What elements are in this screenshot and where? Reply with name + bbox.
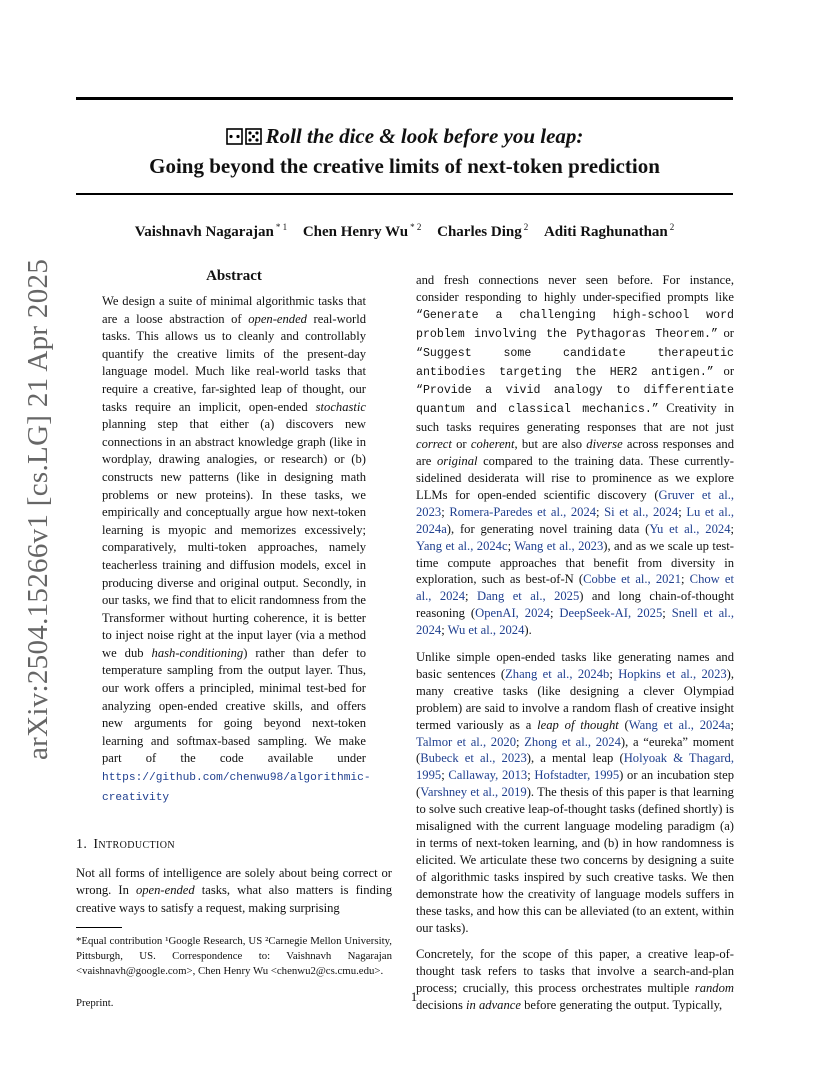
abstract-heading: Abstract — [206, 268, 262, 284]
citation-link[interactable]: Zhong et al., 2024 — [524, 734, 621, 749]
left-column — [76, 268, 392, 1009]
citation-link[interactable]: Dang et al., 2025 — [476, 589, 580, 604]
citation-link[interactable]: Gruver et al., 2023 — [416, 487, 735, 519]
paragraph-text: decisions — [416, 998, 467, 1013]
affiliation-footnote: *Equal contribution ¹Google Research, US ²Carnegie Mellon University, Pittsburgh, US. Correspondence to: Vaishnavh Nagarajan <vaishnavh@google.com>, Chen Henry Wu <chenwu2@cs.cmu.edu>. — [76, 934, 392, 977]
citation-link[interactable]: Romera-Paredes et al., 2024 — [449, 504, 597, 519]
abstract-body: We design a suite of minimal algorithmic tasks that are a loose abstraction of open-ended real-world tasks. This allows us to cleanly and controllably quantify the creative limits of the present-day language model. Much like real-world tasks that require a creative, far-sighted leap of thought, our tasks require an implicit, open-ended stochastic planning step that either (a) discovers new connections in an abstract knowledge graph (like in wordplay, drawing analogies, or research) or (b) constructs new patterns (like in designing math problems or new proteins). In these tasks, we empirically and conceptually argue how next-token learning is myopic and memorizes excessively; comparatively, multi-token approaches, namely teacherless training and diffusion models, excel in producing diverse and original output. Secondly, in our tasks, we find that to elicit randomness from the Transformer without hurting coherence, it is better to inject noise right at the input layer (via a method we dub hash-conditioning) rather than defer to temperature sampling from the output layer. Thus, our work offers a principled, minimal test-bed for analyzing open-ended creative skills, and offers new arguments for going beyond next-token learning and softmax-based sampling. We make part of the code available under https://github.com/chenwu98/algorithmic-creativity — [102, 294, 371, 804]
citation-link[interactable]: Wu et al., 2024 — [447, 623, 525, 638]
citation-link[interactable]: Hofstadter, 1995 — [534, 768, 620, 783]
citation-link[interactable]: Cobbe et al., 2021 — [583, 572, 682, 587]
citation-link[interactable]: Chow et al., 2024 — [416, 572, 734, 604]
paragraph-text: before generating the output. Typically, — [520, 998, 723, 1013]
citation-link[interactable]: Callaway, 2013 — [448, 768, 528, 783]
citation-link[interactable]: Snell et al., 2024 — [416, 606, 734, 638]
paragraph-text: Concretely, for the scope of this paper, a creative leap-of-thought task refers to tasks that involve a search-and-plan process; crucially, this process orchestrates multiple — [416, 947, 734, 996]
right-column — [416, 272, 734, 1024]
paragraph-text: ( — [618, 717, 629, 732]
paragraph-text: Creativity in such tasks requires generating responses that are not just — [416, 401, 734, 435]
emphasis: correct — [416, 437, 452, 452]
citation-link[interactable]: Holyoak & Thagard, 1995 — [416, 751, 735, 783]
citation-link[interactable]: Hopkins et al., 2023 — [618, 666, 727, 681]
paragraph-text: ). — [524, 623, 532, 638]
footnote-divider — [76, 927, 122, 928]
citation-link[interactable]: Zhang et al., 2024b — [505, 666, 610, 681]
paragraph-text: ; — [549, 606, 560, 621]
page-number: 1 — [410, 990, 418, 1004]
author: Charles Ding $^2$ — [437, 222, 529, 240]
emphasis: coherent — [470, 437, 515, 452]
example-prompt: “Generate a challenging high-school word problem involving the Pythagoras Theorem.” — [416, 308, 734, 341]
paragraph-text: Unlike simple open-ended tasks like generating names and basic sentences ( — [416, 650, 734, 681]
preprint-label: Preprint. — [76, 996, 114, 1009]
paragraph-text: , but are also — [514, 437, 587, 452]
paragraph-text: ; — [441, 504, 450, 519]
paragraph-text: ; — [465, 589, 477, 604]
citation-link[interactable]: Varshney et al., 2019 — [420, 785, 527, 800]
paragraph-text: ; — [596, 504, 605, 519]
section-heading-introduction: 1. Introduction — [76, 837, 175, 853]
paper-title — [76, 122, 733, 180]
paragraph-text: ; — [516, 734, 525, 749]
citation-link[interactable]: OpenAI, 2024 — [475, 606, 550, 621]
example-prompt: “Suggest some candidate therapeutic antibodies targeting the HER2 antigen.” — [416, 346, 734, 379]
paragraph-text: ), many creative tasks (like designing a clever Olympiad problem) are said to involve a random flash of creative insight termed variously as a — [416, 666, 735, 732]
citation-link[interactable]: Yu et al., 2024 — [649, 521, 731, 536]
emphasis: random — [694, 981, 734, 996]
citation-link[interactable]: Wang et al., 2024a — [628, 717, 731, 732]
emphasis: leap of thought — [537, 717, 619, 732]
citation-link[interactable]: DeepSeek-AI, 2025 — [559, 606, 663, 621]
author-list — [76, 222, 733, 241]
paragraph-text: ; — [609, 666, 619, 681]
author: Vaishnavh Nagarajan $^{* 1}$ — [134, 222, 288, 240]
intro-paragraph-continued — [416, 272, 734, 639]
introduction-paragraph: Not all forms of intelligence are solely about being correct or wrong. In open-ended tasks, what also matters is finding creative ways to satisfy a request, making surprising — [76, 866, 392, 915]
intro-paragraph-leap-of-thought — [416, 649, 734, 936]
paragraph-text: and fresh connections never seen before. For instance, consider responding to highly under-specified prompts like — [416, 273, 734, 304]
example-prompt: “Provide a vivid analogy to differentiate quantum and classical mechanics.” — [416, 384, 734, 417]
citation-link[interactable]: Yang et al., 2024c — [416, 538, 508, 553]
dice-icon — [226, 124, 264, 152]
author: Aditi Raghunathan $^2$ — [543, 222, 675, 240]
paragraph-text: compared to the training data. These currently-sidelined desiderata will rise to prominence as we explore LLMs for open-ended scientific discovery ( — [416, 454, 735, 502]
title-bottom-rule — [76, 193, 733, 195]
paragraph-text: or — [713, 363, 735, 378]
paragraph-text: ). The thesis of this paper is that learning to solve such creative leap-of-thought tasks (defined shortly) is misaligned with the current language modeling paradigm (a) in terms of next-token learning, and (b) in how randomness is elicited. We articulate these two concerns by designing a suite of algorithmic tasks inspired by such creative tasks. We then demonstrate how the creativity of language models suffers in these tasks, and how this can be alleviated (to an extent, within our tasks). — [416, 785, 734, 935]
emphasis: diverse — [586, 437, 623, 452]
paragraph-text: ; — [678, 504, 687, 519]
paragraph-text: ) or an incubation step ( — [416, 768, 734, 800]
citation-link[interactable]: Wang et al., 2023 — [514, 538, 604, 553]
paragraph-text: ; — [730, 521, 734, 536]
paragraph-text: ; — [527, 768, 535, 783]
paragraph-text: across responses and are — [416, 437, 734, 469]
code-repository-link[interactable]: https://github.com/chenwu98/algorithmic-creativity — [102, 772, 371, 804]
paragraph-text: ; — [730, 717, 735, 732]
arxiv-identifier-stamp[interactable]: arXiv:2504.15266v1 [cs.LG] 21 Apr 2025 — [22, 258, 54, 760]
paragraph-text: ), a mental leap ( — [526, 751, 624, 766]
paragraph-text: ; — [441, 623, 448, 638]
paragraph-text: or — [451, 437, 471, 452]
title-main: Roll the dice & look before you leap: — [265, 124, 584, 148]
citation-link[interactable]: Lu et al., 2024a — [416, 504, 735, 536]
paragraph-text: ; — [681, 572, 690, 587]
paragraph-text: ), and as we scale up test-time compute approaches that benefit from diversity in exploration, such as best-of-N ( — [416, 538, 734, 587]
paragraph-text: ), for generating novel training data ( — [446, 521, 650, 536]
emphasis: original — [436, 454, 478, 469]
paragraph-text: ), a “eureka” moment ( — [416, 734, 734, 766]
title-top-rule — [76, 97, 733, 100]
author: Chen Henry Wu $^{* 2}$ — [302, 222, 422, 240]
paragraph-text: ; — [441, 768, 449, 783]
title-line-1 — [76, 122, 733, 152]
citation-link[interactable]: Bubeck et al., 2023 — [420, 751, 527, 766]
paragraph-text: ; — [662, 606, 672, 621]
citation-link[interactable]: Talmor et al., 2020 — [416, 734, 516, 749]
paragraph-text: ; — [507, 538, 515, 553]
paragraph-text: or — [717, 325, 735, 340]
citation-link[interactable]: Si et al., 2024 — [604, 504, 679, 519]
title-line-2: Going beyond the creative limits of next-token prediction — [149, 154, 660, 178]
paragraph-text: ) and long chain-of-thought reasoning ( — [416, 589, 734, 621]
emphasis: in advance — [466, 998, 521, 1013]
